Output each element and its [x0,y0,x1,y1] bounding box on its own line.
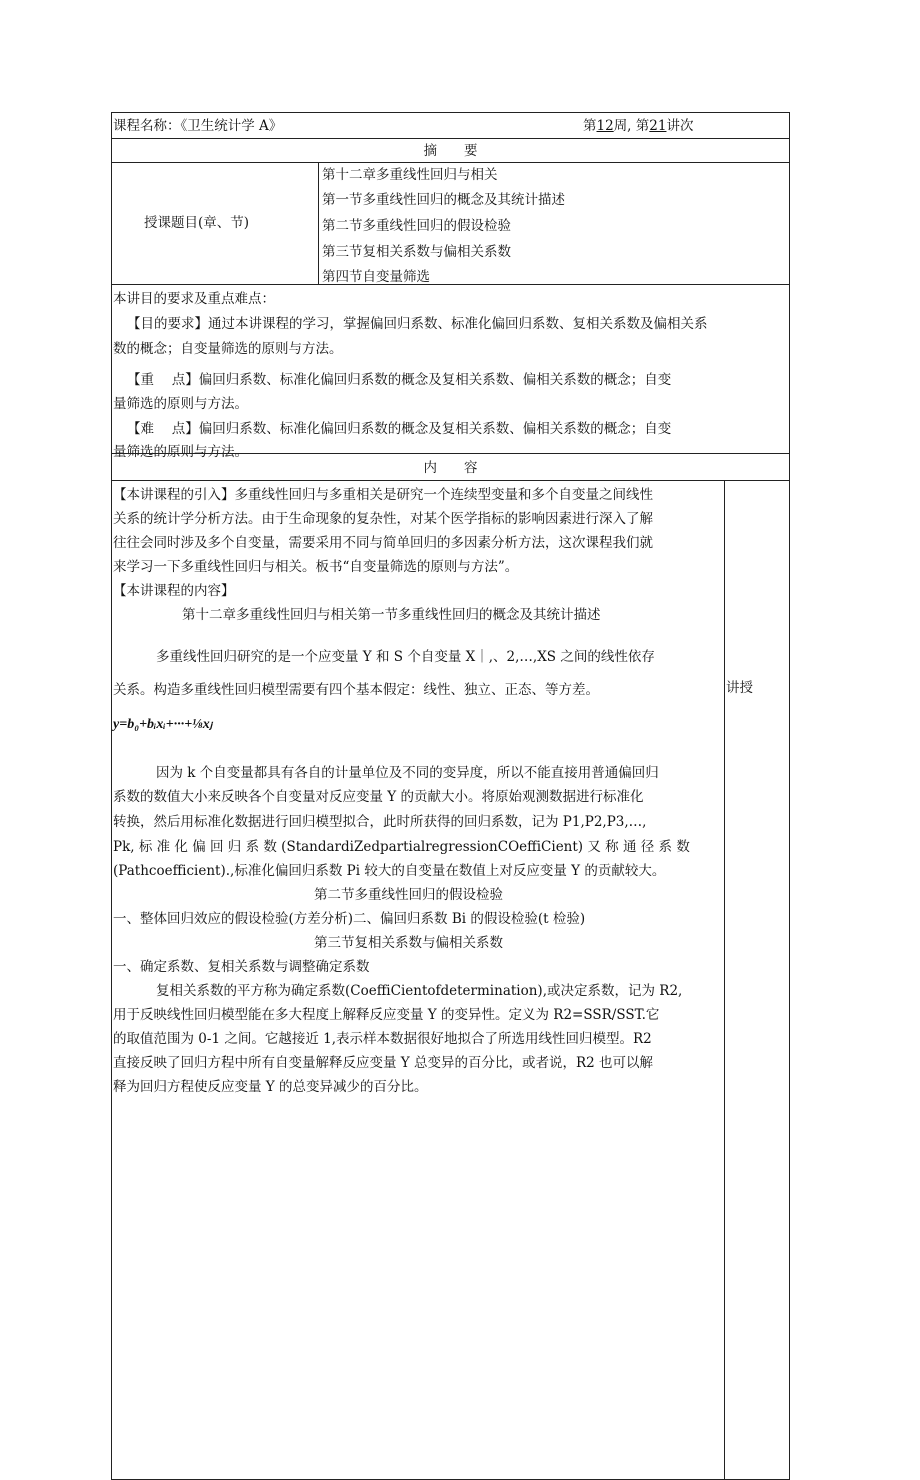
intro-text: 来学习一下多重线性回归与相关。板书“自变量筛选的原则与方法”。 [113,559,519,575]
topic-item: 第二节多重线性回归的假设检验 [322,218,511,234]
course-name: 课程名称：《卫生统计学 A》 [113,118,283,134]
paragraph-text: 多重线性回归研究的是一个应变量 Y 和 S 个自变量 X｜,、2,…,XS 之间的线性依存 [156,649,655,665]
paragraph-text: 的取值范围为 0-1 之间。它越接近 1,表示样本数据很好地拟合了所选用线性回归模型。R2 [113,1031,652,1047]
header-row [111,112,790,138]
paragraph-text: 释为回归方程使反应变量 Y 的总变异减少的百分比。 [113,1079,428,1095]
paragraph-text: 转换，然后用标准化数据进行回归模型拟合，此时所获得的回归系数，记为 P1,P2,P3,…, [113,814,647,830]
section-subheading: 一、确定系数、复相关系数与调整确定系数 [113,959,370,975]
lesson-plan-table [111,112,790,1479]
paragraph-text: 直接反映了回归方程中所有自变量解释反应变量 Y 总变异的百分比，或者说，R2 也可以解 [113,1055,654,1071]
topic-row [111,162,790,284]
requirements-title: 本讲目的要求及重点难点： [113,291,275,307]
section-heading: 第二节多重线性回归的假设检验 [314,887,503,903]
paragraph-text: (Pathcoefficient).,标准化偏回归系数 Pi 较大的自变量在数值上对反应变量 Y 的贡献较大。 [113,863,666,879]
topic-item: 第十二章多重线性回归与相关 [322,167,498,183]
paragraph-text: 因为 k 个自变量都具有各自的计量单位及不同的变异度，所以不能直接用普通偏回归 [156,765,659,781]
abstract-heading-row [111,138,790,162]
week-number: 12 [596,118,614,134]
key-points-text: 量筛选的原则与方法。 [113,396,248,412]
requirements-row [111,284,790,460]
paragraph-text: 系数的数值大小来反映各个自变量对反应变量 Y 的贡献大小。将原始观测数据进行标准化 [113,789,644,805]
paragraph-text: Pk, 标 准 化 偏 回 归 系 数 (StandardiZedpartialregressionCOeffiCient) 又 称 通 径 系 数 [113,839,690,855]
intro-text: 关系的统计学分析方法。由于生命现象的复杂性，对某个医学指标的影响因素进行深入了解 [113,511,653,527]
week-lecture-info: 第12周, 第21讲次 [583,118,694,134]
intro-text: 往往会同时涉及多个自变量，需要采用不同与简单回归的多因素分析方法，这次课程我们就 [113,535,653,551]
intro-text: 【本讲课程的引入】多重线性回归与多重相关是研究一个连续型变量和多个自变量之间线性 [113,487,653,503]
key-points-text: 【重 点】偏回归系数、标准化偏回归系数的概念及复相关系数、偏相关系数的概念；自变 [127,372,672,388]
difficulties-text: 量筛选的原则与方法。 [113,444,248,460]
paragraph-text: 用于反映线性回归模型能在多大程度上解释反应变量 Y 的变异性。定义为 R2=SSR/SST.它 [113,1007,660,1023]
content-heading-row [111,453,790,480]
content-heading: 内 容 [423,460,478,476]
abstract-heading: 摘 要 [423,143,478,159]
paragraph-text: 关系。构造多重线性回归模型需要有四个基本假定：线性、独立、正态、等方差。 [113,682,599,698]
paragraph-text: 复相关系数的平方称为确定系数(CoeffiCientofdetermination),或决定系数，记为 R2, [156,983,683,999]
content-title: 【本讲课程的内容】 [113,583,235,599]
teaching-method: 讲授 [726,680,753,696]
difficulties-text: 【难 点】偏回归系数、标准化偏回归系数的概念及复相关系数、偏相关系数的概念；自变 [127,421,672,437]
topic-item: 第三节复相关系数与偏相关系数 [322,244,511,260]
goal-text: 数的概念；自变量筛选的原则与方法。 [113,341,343,357]
topic-item: 第四节自变量筛选 [322,269,430,284]
section-items: 一、整体回归效应的假设检验(方差分析)二、偏回归系数 Bi 的假设检验(t 检验) [113,911,586,927]
lecture-number: 21 [649,118,667,134]
regression-formula: y=b₀+bᵢxᵢ+···+⅛xⱼ [113,717,213,732]
section-heading: 第三节复相关系数与偏相关系数 [314,935,503,951]
topic-label: 授课题目(章、节) [144,215,250,231]
topic-item: 第一节多重线性回归的概念及其统计描述 [322,192,565,208]
content-row [111,480,790,1480]
goal-text: 【目的要求】通过本讲课程的学习，掌握偏回归系数、标准化偏回归系数、复相关系数及偏相关系 [127,316,708,332]
chapter-heading: 第十二章多重线性回归与相关第一节多重线性回归的概念及其统计描述 [182,607,601,623]
